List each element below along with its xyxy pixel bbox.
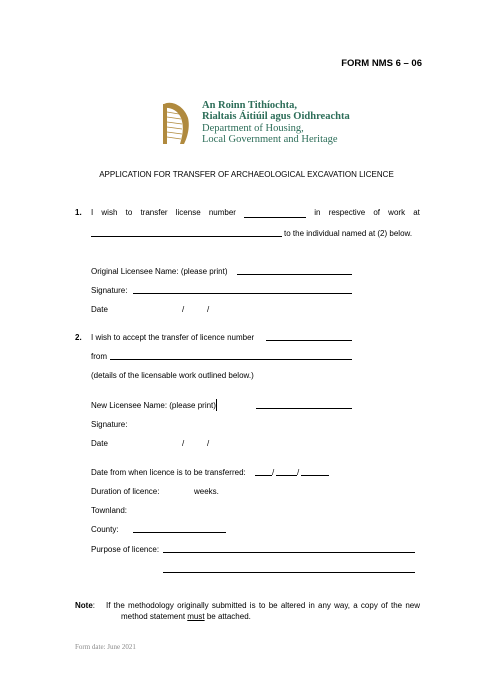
- form-number: FORM NMS 6 – 06: [341, 58, 422, 69]
- date-separator: /: [207, 439, 210, 448]
- duration-unit: weeks.: [194, 487, 219, 496]
- purpose-field-line1[interactable]: [163, 552, 415, 553]
- transfer-year-field[interactable]: [301, 475, 329, 476]
- date-separator: /: [182, 439, 185, 448]
- licence-number-field[interactable]: [266, 340, 352, 341]
- s1-word: respective: [328, 208, 366, 217]
- signature-label-1: Signature:: [91, 286, 128, 295]
- text-cursor: [216, 399, 217, 411]
- date-label-2: Date: [91, 439, 108, 448]
- signature-field-1[interactable]: [133, 293, 352, 294]
- harp-icon: [158, 100, 192, 146]
- license-number-field[interactable]: [244, 208, 306, 218]
- date-separator: /: [297, 468, 300, 477]
- from-label: from: [91, 352, 107, 361]
- form-date-footer: Form date: June 2021: [75, 643, 136, 651]
- department-logo: [158, 98, 348, 148]
- county-field[interactable]: [133, 532, 226, 533]
- townland-label: Townland:: [91, 506, 128, 515]
- s1-word: transfer: [140, 208, 168, 217]
- from-field[interactable]: [110, 359, 352, 360]
- dept-english-line1: Department of Housing,: [202, 123, 304, 134]
- county-label: County:: [91, 525, 119, 534]
- form-title: APPLICATION FOR TRANSFER OF ARCHAEOLOGICAL EXCAVATION LICENCE: [99, 170, 394, 179]
- new-licensee-field[interactable]: [256, 408, 352, 409]
- s1-word: I: [91, 208, 94, 217]
- s1-word: license: [175, 208, 201, 217]
- details-label: (details of the licensable work outlined below.): [91, 371, 254, 380]
- s1-word: number: [208, 208, 236, 217]
- signature-label-2: Signature:: [91, 420, 128, 429]
- date-label-1: Date: [91, 305, 108, 314]
- s1-word: of: [373, 208, 380, 217]
- s1-word: wish: [101, 208, 118, 217]
- dept-english-line2: Local Government and Heritage: [202, 134, 338, 145]
- work-location-field[interactable]: [91, 236, 282, 237]
- note-text-line2: [121, 612, 251, 621]
- transfer-date-label: Date from when licence is to be transferred:: [91, 468, 246, 477]
- accept-transfer-label: I wish to accept the transfer of licence number: [91, 333, 255, 342]
- dept-irish-line1: An Roinn Tithíochta,: [202, 100, 298, 111]
- s1-word: to: [125, 208, 133, 217]
- original-licensee-field[interactable]: [237, 274, 352, 275]
- purpose-field-line2[interactable]: [163, 572, 415, 573]
- purpose-label: Purpose of licence:: [91, 545, 160, 554]
- note-line2-start: method statement: [121, 612, 188, 621]
- date-separator: /: [207, 305, 210, 314]
- note-label: Note:: [75, 601, 96, 610]
- duration-label: Duration of licence:: [91, 487, 160, 496]
- note-label-text: Note: [75, 601, 93, 610]
- transfer-month-field[interactable]: [276, 475, 297, 476]
- date-separator: /: [272, 468, 275, 477]
- transfer-day-field[interactable]: [255, 475, 272, 476]
- section1-line2-text: to the individual named at (2) below.: [284, 229, 413, 238]
- s1-word: at: [413, 208, 420, 217]
- section1-line1: [91, 208, 420, 218]
- date-separator: /: [182, 305, 185, 314]
- section2-number: 2.: [75, 333, 82, 342]
- must-emphasis: must: [187, 612, 205, 621]
- new-licensee-label: New Licensee Name: (please print): [91, 401, 216, 410]
- note-text-line1: If the methodology originally submitted is to be altered in any way, a copy of the new: [106, 601, 420, 610]
- section1-number: 1.: [75, 208, 82, 217]
- s1-word: work: [388, 208, 406, 217]
- original-licensee-label: Original Licensee Name: (please print): [91, 267, 228, 276]
- note-line2-end: be attached.: [204, 612, 251, 621]
- s1-word: in: [314, 208, 321, 217]
- dept-irish-line2: Rialtais Áitiúil agus Oidhreachta: [202, 111, 350, 122]
